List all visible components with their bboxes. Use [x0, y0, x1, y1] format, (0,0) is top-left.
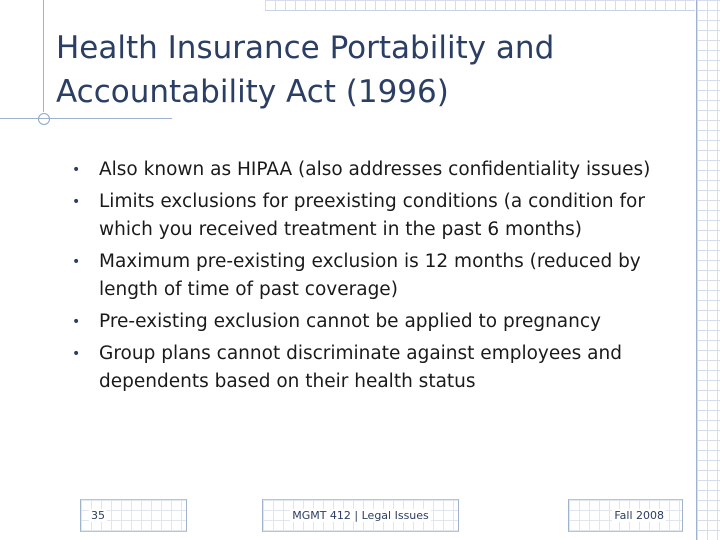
bullet-text: Pre-existing exclusion cannot be applied to pregnancy [99, 311, 601, 332]
bullet-text: Also known as HIPAA (also addresses confidentiality issues) [99, 159, 651, 180]
page-number: 35 [91, 509, 105, 522]
bullet-icon: • [72, 194, 81, 210]
footer-term-box [568, 499, 683, 532]
slide-title-line-2: Accountability Act (1996) [56, 74, 449, 110]
bullet-icon: • [72, 162, 81, 178]
decorative-grid-right [697, 0, 720, 540]
bullet-item [72, 248, 682, 304]
bullet-text: Maximum pre-existing exclusion is 12 months (reduced by length of time of past coverage) [99, 251, 641, 300]
decorative-grid-top [265, 0, 695, 11]
footer-course-wrap [263, 509, 458, 522]
bullet-item [72, 340, 682, 396]
footer-course-box [262, 499, 459, 532]
footer-page-box [80, 499, 187, 532]
bullet-item [72, 156, 682, 184]
bullet-icon: • [72, 314, 81, 330]
bullet-text: Limits exclusions for preexisting conditions (a condition for which you received treatment in the past 6 months) [99, 191, 645, 240]
slide-title-line-1: Health Insurance Portability and [56, 30, 555, 66]
term-label: Fall 2008 [614, 509, 664, 522]
slide-title [56, 26, 656, 114]
bullet-icon: • [72, 254, 81, 270]
bullet-list [72, 156, 682, 400]
bullet-item [72, 188, 682, 244]
bullet-item [72, 308, 682, 336]
decorative-line-horizontal [0, 118, 172, 119]
bullet-icon: • [72, 346, 81, 362]
bullet-text: Group plans cannot discriminate against employees and dependents based on their health status [99, 343, 622, 392]
course-label: MGMT 412 | Legal Issues [292, 509, 429, 522]
crosshair-icon [38, 113, 50, 125]
decorative-line-right [696, 0, 697, 540]
decorative-line-left [43, 0, 44, 112]
